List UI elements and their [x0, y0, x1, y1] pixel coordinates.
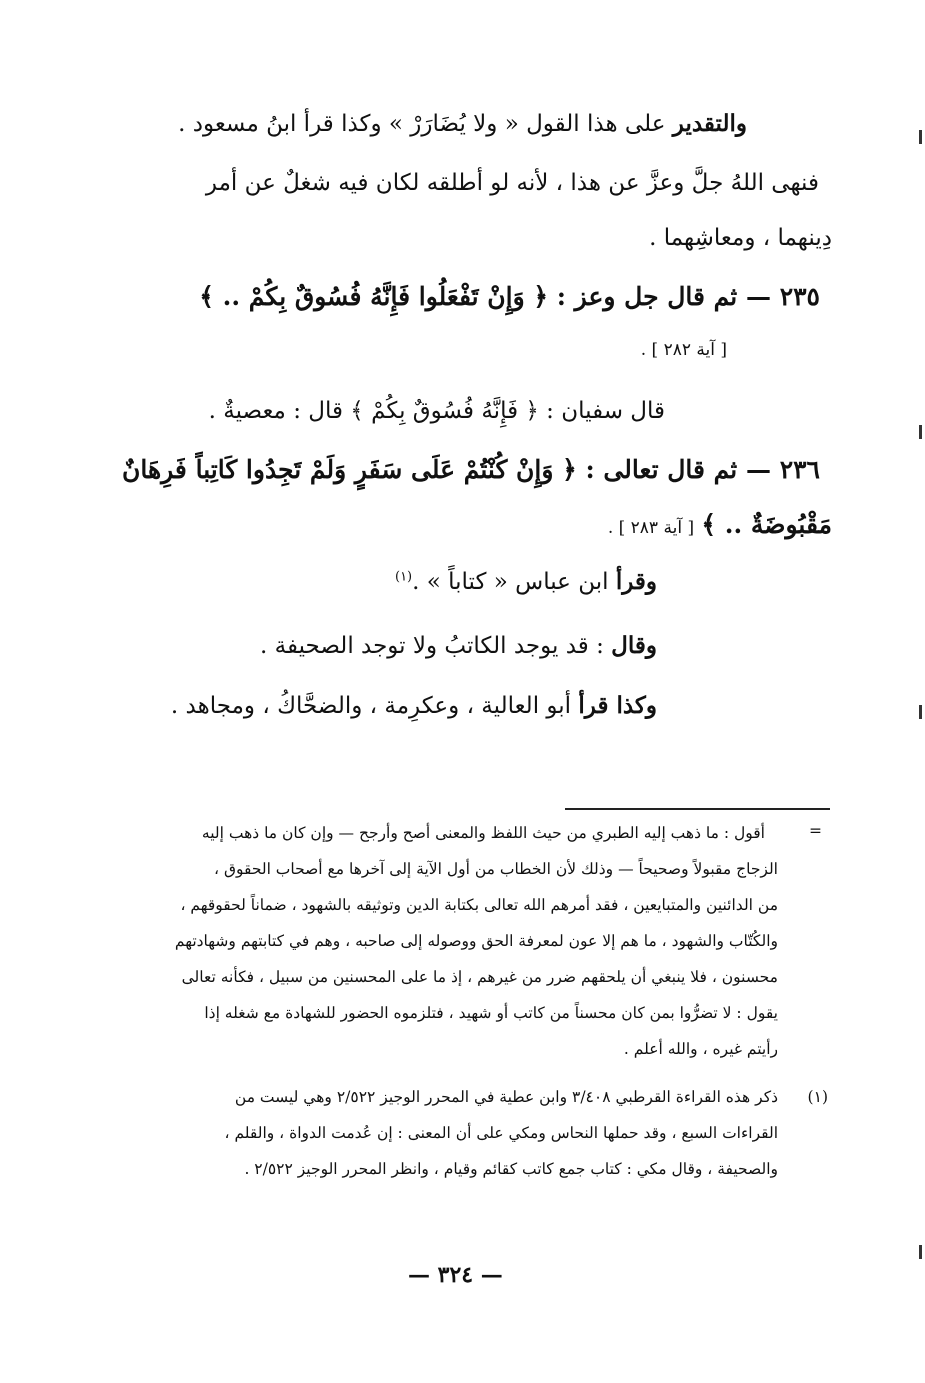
footnote-line: والكُتّاب والشهود ، ما هم إلا عون لمعرفة الحق ووصوله إلى صاحبه ، وهم في كتابتهم وشهادتهم [174, 932, 778, 950]
text-line [260, 632, 657, 661]
text: أبو العالية ، وعكرِمة ، والضحَّاكُ ، ومجاهد . [170, 693, 572, 719]
footnote-line: والصحيفة ، وقال مكي : كتاب جمع كاتب كقائم وقيام ، وانظر المحرر الوجيز ٢/٥٢٢ . [244, 1160, 778, 1178]
scan-mark [919, 1245, 922, 1259]
footnote-line: رأيتم غيره ، والله أعلم . [623, 1040, 778, 1058]
entry-heading: ثم قال تعالى : [585, 455, 738, 484]
bold-lead: وكذا قرأ [578, 692, 657, 719]
text: ابن عباس « كتاباً » . [412, 569, 609, 595]
entry-236-heading: ٢٣٦ — ثم قال تعالى : ﴿ وَإِنْ كُنْتُمْ عَلَى سَفَرٍ وَلَمْ تَجِدُوا كَاتِباً فَرِهَانٌ [121, 455, 820, 484]
entry-number: ٢٣٥ [779, 282, 820, 311]
footnote-line: محسنون ، فلا ينبغي أن يلحقهم ضرر من غيرهم ، إذ ما على المحسنين من سبيل ، فكأنه تعالى [181, 968, 778, 986]
scan-mark [919, 705, 922, 719]
verse-reference: [ آية ٢٨٣ ] . [607, 518, 695, 538]
footnote-line: أقول : ما ذهب إليه الطبري من حيث اللفظ والمعنى أصح وأرجح — وإن كان ما ذهب إليه [201, 824, 765, 842]
text: : قد يوجد الكاتبُ ولا توجد الصحيفة . [259, 633, 604, 659]
bold-lead: والتقدير [672, 110, 747, 137]
text-line: فنهى اللهُ جلَّ وعزَّ عن هذا ، لأنه لو أطلقه لكان فيه شغلٌ عن أمر [205, 170, 819, 196]
bold-lead: وقال [611, 632, 657, 659]
footnote-line: من الدائنين والمتبايعين ، فقد أمرهم الله تعالى بكتابة الدين وتوثيقه بالشهود ، ضماناً لحقوقهم ، [180, 896, 778, 914]
footnote-line: يقول : لا تضرُّوا بمن كان محسناً من كاتب أو شهيد ، فتلزموه الحضور للشهادة مع شغله إذا [204, 1004, 778, 1022]
text-line: دِينهما ، ومعاشِهما . [649, 225, 832, 251]
quran-verse: ﴿ وَإِنْ كُنْتُمْ عَلَى سَفَرٍ وَلَمْ تَجِدُوا كَاتِباً فَرِهَانٌ [121, 455, 577, 484]
text: على هذا القول « ولا يُضَارَرْ » وكذا قرأ ابنُ مسعود . [178, 111, 666, 137]
footnote-line: القراءات السبع ، وقد حملها النحاس ومكي على أن المعنى : إن عُدمت الدواة ، والقلم ، [224, 1124, 778, 1142]
footnote-ref: (١) [394, 569, 413, 585]
footnote-line: ذكر هذه القراءة القرطبي ٣/٤٠٨ وابن عطية في المحرر الوجيز ٢/٥٢٢ وهي ليست من [234, 1088, 778, 1106]
text-line [395, 568, 657, 597]
entry-235-heading: ٢٣٥ — ثم قال جل وعز : ﴿ وَإِنْ تَفْعَلُوا فَإِنَّهُ فُسُوقٌ بِكُمْ .. ﴾ [199, 282, 820, 311]
scan-mark [919, 130, 922, 144]
quran-verse-cont: مَقْبُوضَةٌ .. ﴾ [701, 510, 832, 539]
text-line [608, 510, 832, 541]
verse-reference: [ آية ٢٨٢ ] . [640, 340, 727, 360]
entry-heading: ثم قال جل وعز : [556, 282, 738, 311]
scan-mark [919, 425, 922, 439]
text-line: قال سفيان : ﴿ فَإِنَّهُ فُسُوقٌ بِكُمْ ﴾ قال : معصيةٌ . [208, 398, 665, 424]
footnote-line: الزجاج مقبولاً وصحيحاً — وذلك لأن الخطاب من أول الآية إلى آخرها مع أصحاب الحقوق ، [214, 860, 778, 878]
footnote-continuation-marker: = [809, 822, 822, 840]
text-line [171, 692, 657, 721]
page-number: — ٣٢٤ — [408, 1262, 503, 1288]
text-line [178, 110, 747, 139]
bold-lead: وقرأ [615, 568, 657, 595]
quran-verse: ﴿ وَإِنْ تَفْعَلُوا فَإِنَّهُ فُسُوقٌ بِكُمْ .. ﴾ [199, 282, 548, 311]
entry-number: ٢٣٦ [779, 455, 820, 484]
footnote-marker: (١) [807, 1088, 828, 1106]
footnote-separator [565, 808, 830, 810]
